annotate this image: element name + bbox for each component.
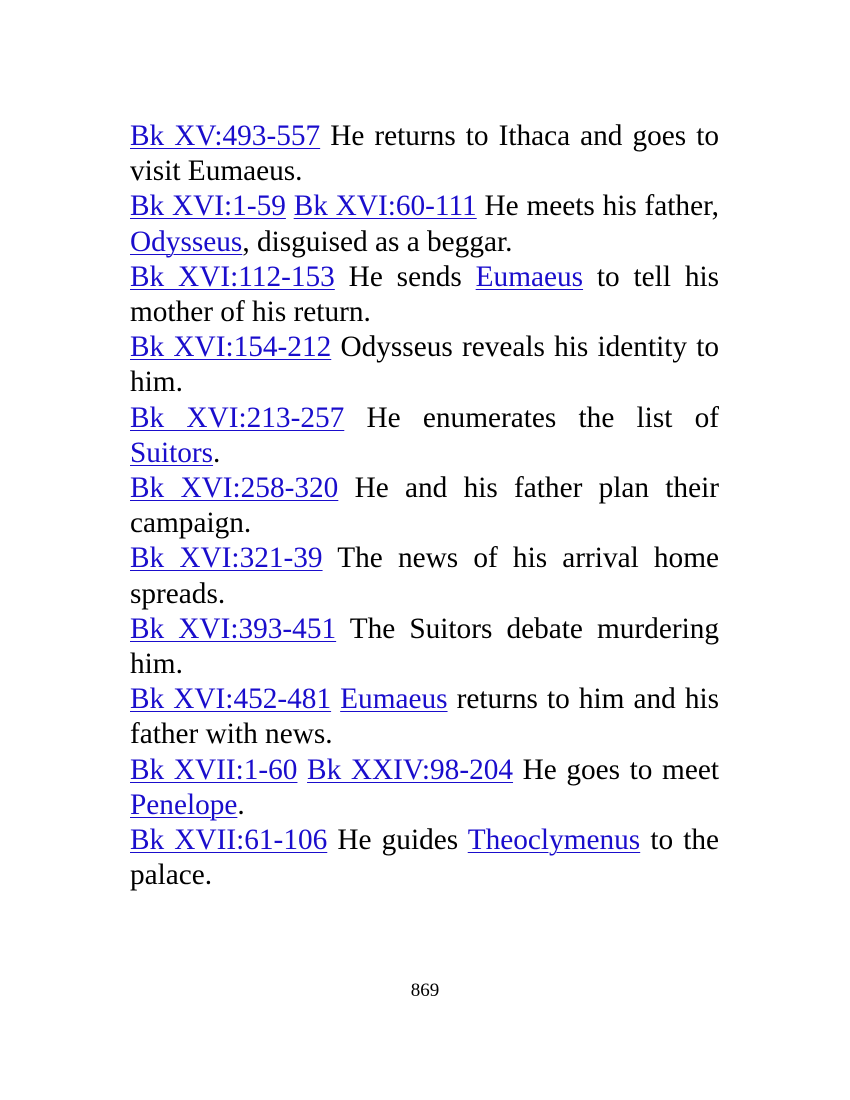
entry-10 [130, 753, 719, 823]
book-reference-link[interactable]: Bk XVI:452-481 [130, 683, 332, 716]
book-reference-link[interactable]: Bk XVI:112-153 [130, 260, 335, 293]
entry-11 [130, 823, 719, 893]
book-reference-link[interactable]: Bk XV:493-557 [130, 120, 321, 152]
entry-text: He and his father plan their campaign. [130, 472, 719, 540]
entry-8 [130, 612, 719, 682]
book-reference-link[interactable]: Bk XVI:60-111 [293, 190, 477, 223]
entry-text: The Suitors debate murdering him. [130, 612, 720, 681]
book-reference-link[interactable]: Bk XVI:258-320 [130, 472, 339, 505]
book-reference-link[interactable]: Bk XVI:154-212 [130, 331, 332, 364]
entry-2 [130, 189, 719, 259]
entry-3 [130, 260, 719, 330]
book-reference-link[interactable]: Bk XVI:1-59 [130, 190, 286, 223]
entry-text: He sends [348, 260, 462, 293]
page-number: 869 [410, 980, 440, 1001]
book-reference-link[interactable]: Bk XVI:321-39 [130, 542, 323, 575]
entry-4 [130, 330, 719, 400]
entry-text: He enumerates the list of [366, 401, 719, 434]
book-reference-link[interactable]: Bk XVI:213-257 [130, 401, 345, 434]
entry-text: The news of his arrival home spreads. [130, 542, 719, 610]
entry-5 [130, 401, 719, 471]
entry-text: He meets his father, [484, 190, 719, 223]
entry-text: . [213, 436, 221, 469]
entry-text: . [237, 788, 245, 821]
entry-text: He returns to Ithaca and goes to visit Eumaeus. [130, 120, 719, 188]
character-link-eumaeus[interactable]: Eumaeus [340, 683, 448, 716]
book-reference-link[interactable]: Bk XVII:1-60 [130, 753, 298, 786]
entry-6 [130, 471, 719, 541]
entry-text: He guides [337, 824, 459, 857]
book-reference-link[interactable]: Bk XVI:393-451 [130, 612, 337, 645]
character-link-penelope[interactable]: Penelope [130, 788, 238, 821]
entry-text: to tell his mother of his return. [130, 260, 720, 329]
entry-1 [130, 119, 719, 189]
entry-text: , disguised as a beggar. [242, 225, 513, 258]
page-body [130, 119, 719, 893]
entry-text: to the palace. [130, 824, 719, 892]
character-link-theoclymenus[interactable]: Theoclymenus [467, 824, 641, 857]
character-link-odysseus[interactable]: Odysseus [130, 225, 243, 258]
character-link-eumaeus[interactable]: Eumaeus [475, 260, 584, 293]
entry-9 [130, 682, 719, 752]
character-link-suitors[interactable]: Suitors [130, 436, 214, 469]
entry-7 [130, 541, 719, 611]
entry-text: Odysseus reveals his identity to him. [130, 331, 719, 399]
entry-text: He goes to meet [522, 753, 719, 786]
book-reference-link[interactable]: Bk XXIV:98-204 [307, 753, 514, 786]
book-reference-link[interactable]: Bk XVII:61-106 [130, 824, 328, 857]
entry-text: returns to him and his father with news. [130, 683, 720, 751]
